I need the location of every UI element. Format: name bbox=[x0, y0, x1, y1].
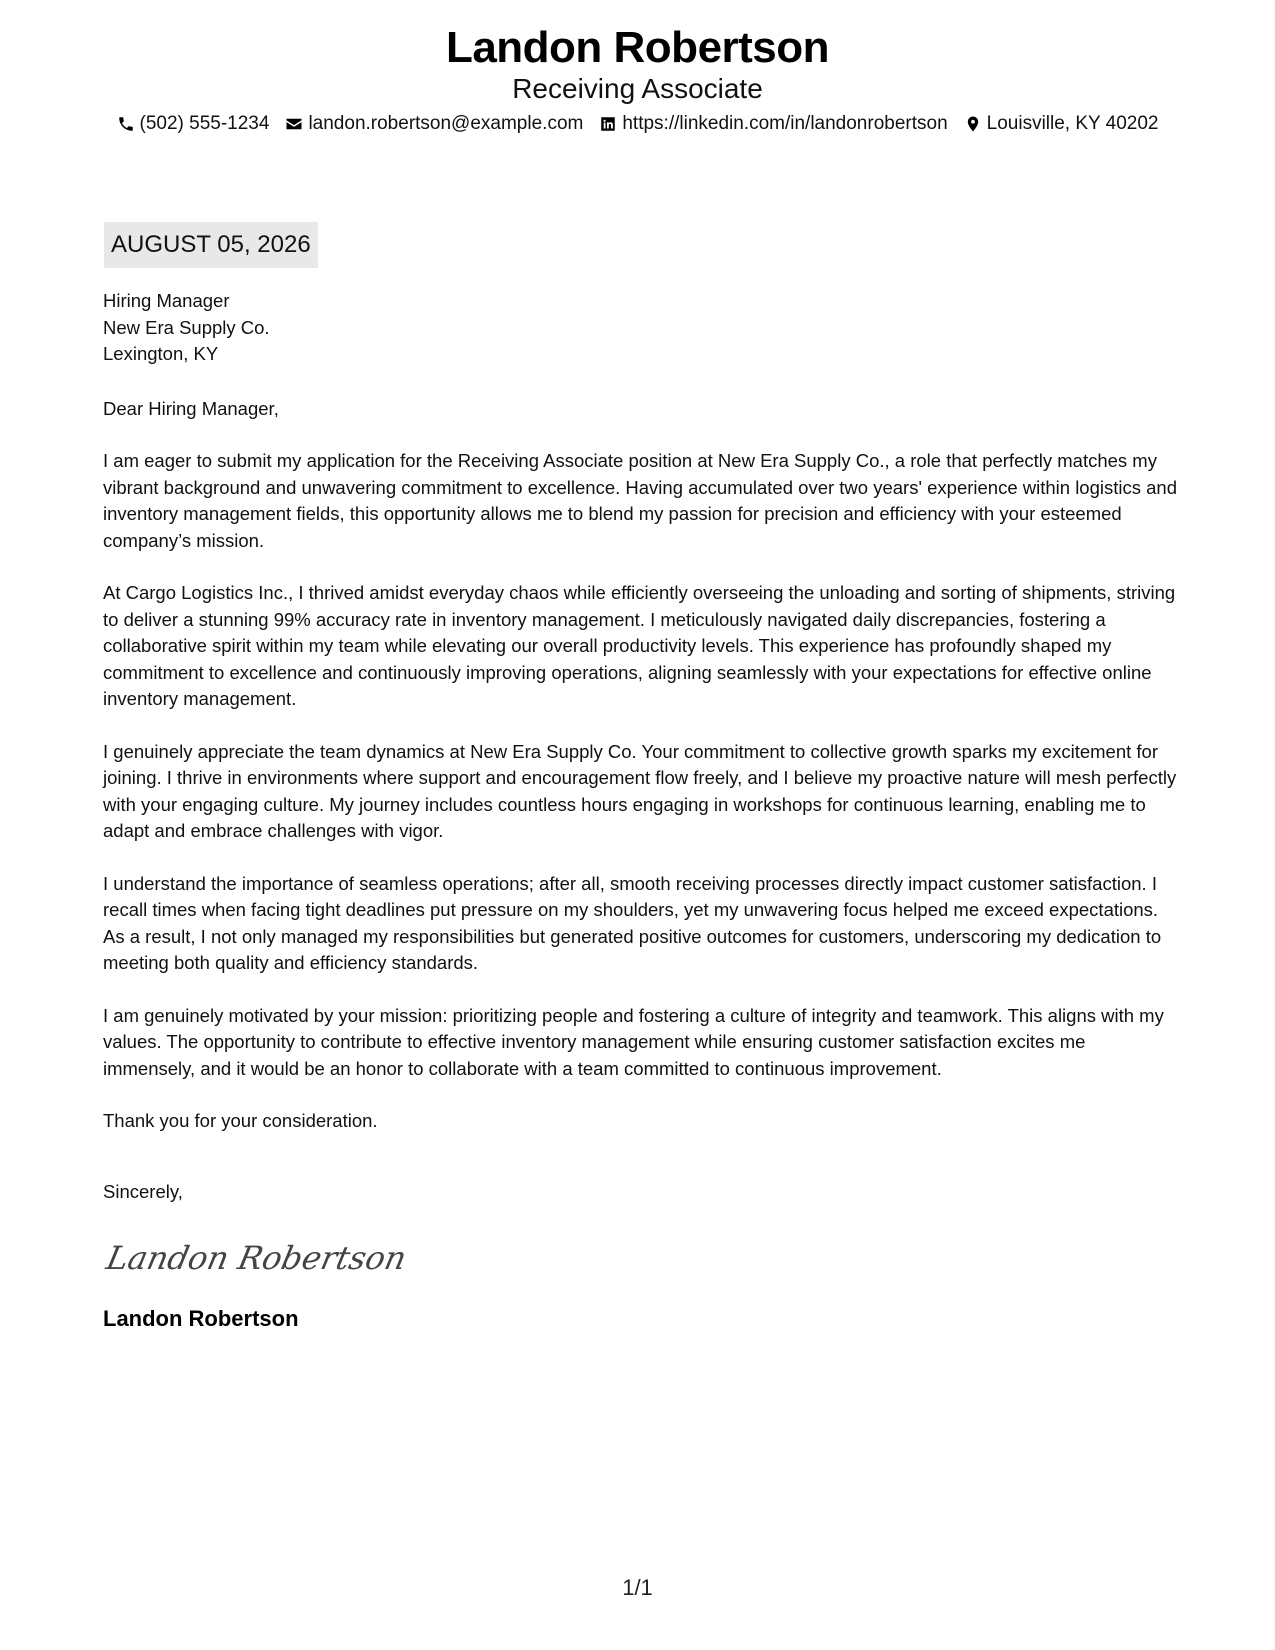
body-paragraph: At Cargo Logistics Inc., I thrived amidst everyday chaos while efficiently overseeing the unloading and sorting of shipments, striving to deliver a stunning 99% accuracy rate in inventory management. I meticulously navigated daily discrepancies, fostering a collaborative spirit within my team while elevating our overall productivity levels. This experience has profoundly shaped my commitment to excellence and continuously improving operations, aligning seamlessly with your expectations for effective online inventory management. bbox=[103, 582, 1176, 709]
contact-location bbox=[964, 112, 1159, 136]
handwritten-signature bbox=[103, 1231, 410, 1283]
body-paragraph: I am genuinely motivated by your mission: prioritizing people and fostering a culture of integrity and teamwork. This aligns with my values. The opportunity to contribute to effective inventory management while ensuring customer satisfaction excites me immensely, and it would be an honor to collaborate with a team committed to continuous improvement. bbox=[103, 1004, 1164, 1079]
contact-email bbox=[285, 112, 583, 136]
recipient-company: New Era Supply Co. bbox=[103, 316, 270, 338]
letter-body bbox=[103, 288, 1178, 1333]
map-pin-icon bbox=[964, 115, 982, 133]
phone-number: (502) 555-1234 bbox=[139, 113, 270, 134]
phone-icon bbox=[117, 115, 135, 133]
contact-phone bbox=[117, 112, 270, 136]
email-address: landon.robertson@example.com bbox=[308, 113, 584, 134]
linkedin-icon bbox=[599, 115, 617, 133]
job-title: Receiving Associate bbox=[512, 73, 763, 104]
svg-text:Landon Robertson: Landon Robertson bbox=[103, 1239, 410, 1277]
body-paragraph: I am eager to submit my application for the Receiving Associate position at New Era Supply Co., a role that perfectly matches my vibrant background and unwavering commitment to excellence. Having accumulated over two years' experience within logistics and inventory management fields, this opportunity allows me to blend my passion for precision and efficiency with your esteemed company’s mission. bbox=[103, 450, 1178, 551]
body-paragraph: I genuinely appreciate the team dynamics at New Era Supply Co. Your commitment to collective growth sparks my excitement for joining. I thrive in environments where support and encouragement flow freely, and I believe my proactive nature will mesh perfectly with your engaging culture. My journey includes countless hours engaging in workshops for continuous learning, enabling me to adapt and embrace challenges with vigor. bbox=[103, 740, 1177, 841]
closing-line: Sincerely, bbox=[103, 1180, 183, 1202]
recipient-title: Hiring Manager bbox=[103, 290, 230, 311]
thanks-line: Thank you for your consideration. bbox=[103, 1110, 378, 1131]
salutation: Dear Hiring Manager, bbox=[103, 397, 279, 419]
letter-header bbox=[0, 22, 1275, 136]
location-text: Louisville, KY 40202 bbox=[986, 113, 1159, 134]
contact-row bbox=[0, 112, 1275, 136]
body-paragraph: I understand the importance of seamless operations; after all, smooth receiving processes directly impact customer satisfaction. I recall times when facing tight deadlines put pressure on my shoulders, yet my unwavering focus helped me exceed expectations. As a result, I not only managed my responsibilities but generated positive outcomes for customers, underscoring my dedication to meeting both quality and efficiency standards. bbox=[103, 872, 1162, 973]
recipient-location: Lexington, KY bbox=[103, 343, 219, 364]
letter-date: AUGUST 05, 2026 bbox=[104, 222, 318, 268]
linkedin-url: https://linkedin.com/in/landonrobertson bbox=[622, 113, 948, 134]
contact-linkedin bbox=[599, 112, 947, 136]
envelope-icon bbox=[285, 115, 303, 133]
recipient-block bbox=[103, 288, 1178, 368]
page-number: 1/1 bbox=[622, 1575, 653, 1600]
applicant-name: Landon Robertson bbox=[445, 23, 830, 72]
signature-image bbox=[103, 1231, 410, 1283]
signed-name: Landon Robertson bbox=[103, 1306, 299, 1331]
